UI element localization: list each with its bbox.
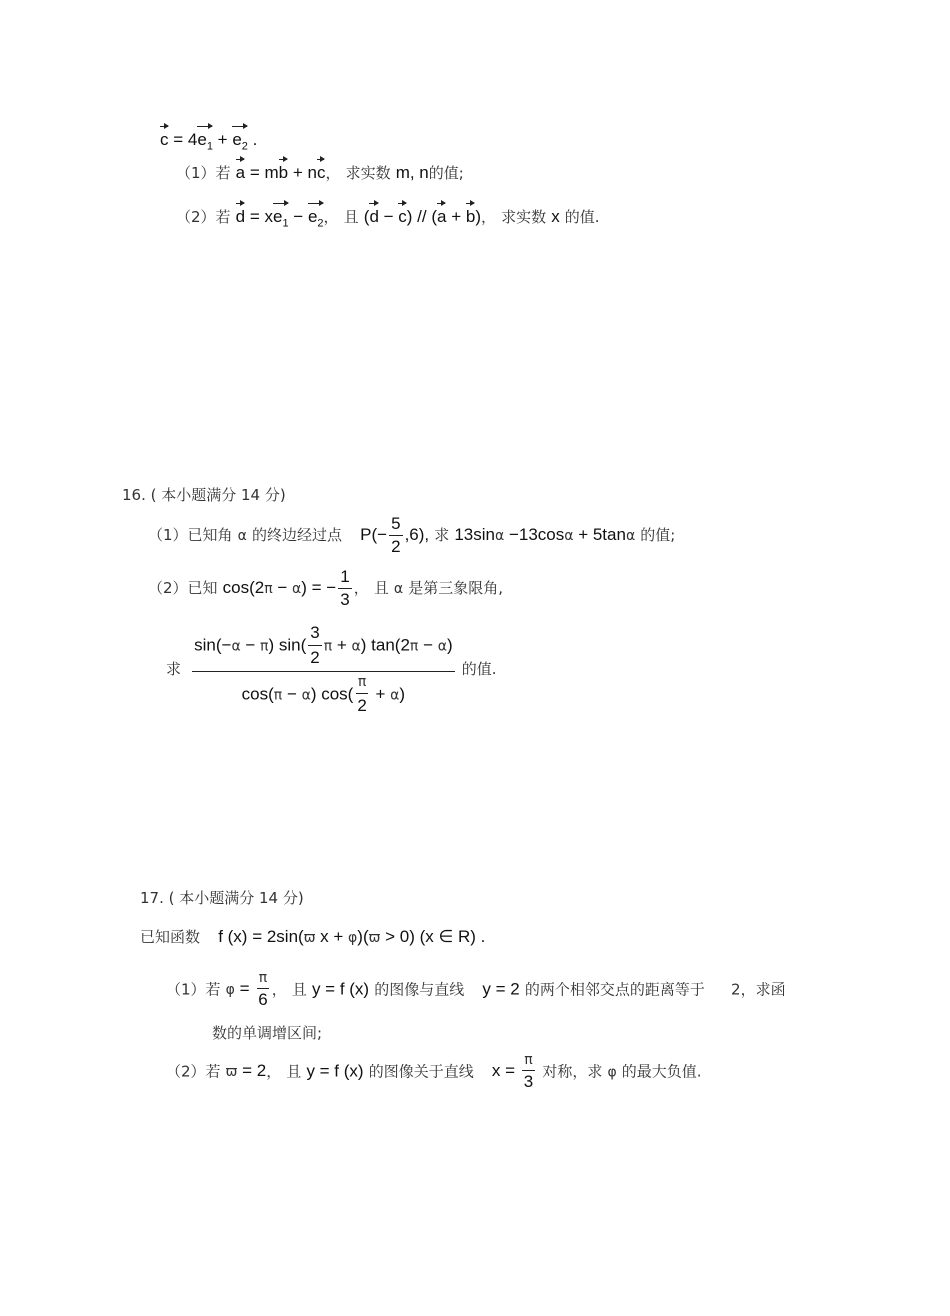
q17-given-label: 已知函数 <box>140 928 201 946</box>
q15-part1-label: （1）若 <box>176 164 231 182</box>
q16-denominator: cos(π − α) cos( $\frac{\pi}{2}$ + α) <box>241 673 406 715</box>
q15-part1-equation: a = mb + nc <box>235 163 326 182</box>
q17-part1-fx: y = f (x) <box>311 979 370 999</box>
q16-part2-quadrant: 是第三象限角, <box>408 578 504 597</box>
q16-point-p: P(− $\frac{5}{2}$ ,6), <box>360 514 430 556</box>
q15-part2: （2）若 $d = xe_1 - e_2$， 且 (d − c) // (a + b)， 求实数 x 的值. <box>176 207 600 230</box>
q16-part1 <box>148 515 675 556</box>
q15-part2-parallel-condition: (d − c) // (a + b) <box>363 207 481 226</box>
q17-part2-cond: ϖ = 2 <box>225 1061 267 1081</box>
q16-part1-label: （1）已知角 <box>148 525 233 544</box>
q17-part1-tail: 的两个相邻交点的距离等于 <box>524 980 705 999</box>
q15-part1-end: 的值; <box>428 164 464 182</box>
q15-part2-and: 且 <box>343 208 359 226</box>
q17-function-expr: f (x) = 2sin(ϖ x + φ)(ϖ > 0) (x ∈ R) . <box>218 927 486 946</box>
q17-part2-axis: x = $\frac{\pi}{3}$ <box>491 1052 534 1091</box>
q16-ask-end: 的值. <box>461 659 497 678</box>
q17-part2-tail: 对称，求 <box>542 1062 603 1081</box>
q17-part1-and: 且 <box>291 980 307 999</box>
q16-evaluate <box>166 623 497 716</box>
q16-numerator: sin(−α − π) sin( $\frac{3}{2}$ π + α) tan(2π − α) <box>192 623 455 672</box>
q17-part1-phi-condition: φ = $\frac{\pi}{6}$ <box>225 970 268 1009</box>
q17-part1-cont: 数的单调增区间; <box>212 1024 323 1042</box>
q16-part1-expr: 13sinα −13cosα + 5tanα <box>454 524 636 544</box>
q15-part2-end: 的值. <box>564 208 600 226</box>
phi-symbol: φ <box>607 1064 617 1081</box>
q15-part2-var: x <box>551 207 560 226</box>
q15-part1-vars: m, n <box>395 163 429 182</box>
q16-part2-and: 且 <box>373 578 389 597</box>
q16-part2: （2）已知 cos(2π − α) = − $\frac{1}{3}$ ， 且 α 是第三象限角, <box>148 567 504 609</box>
q16-part1-mid: 的终边经过点 <box>251 525 342 544</box>
q17-part2-fx: y = f (x) <box>306 1061 364 1081</box>
q16-part1-end: 的值; <box>640 525 676 544</box>
alpha-symbol: α <box>393 580 404 597</box>
alpha-symbol: α <box>237 527 247 544</box>
q17-given <box>140 928 485 945</box>
q15-c-definition: $c = 4e_1 + e_2$ . <box>160 130 258 153</box>
q17-part1-line: y = 2 <box>482 979 520 999</box>
q17-part2-label: （2）若 <box>166 1062 221 1081</box>
q15-part2-ask: 求实数 <box>501 208 547 226</box>
q17-part2: （2）若 ϖ = 2， 且 y = f (x) 的图像关于直线 x = $\frac{\pi}{3}$ 对称，求 φ 的最大负值. <box>166 1052 702 1091</box>
q17-part1: （1）若 φ = $\frac{\pi}{6}$ ， 且 y = f (x) 的图像与直线 y = 2 的两个相邻交点的距离等于 2，求函 <box>166 970 786 1009</box>
q15-part2-label: （2）若 <box>176 208 231 226</box>
q17-part1-dist: 2，求函 <box>731 980 786 999</box>
q16-ask: 求 <box>166 659 182 678</box>
q16-header: 16. ( 本小题满分 14 分) <box>122 486 286 504</box>
q17-part1-label: （1）若 <box>166 980 221 999</box>
q17-part2-end: 的最大负值. <box>621 1062 702 1081</box>
q17-part1-mid: 的图像与直线 <box>374 980 465 999</box>
q16-part2-label: （2）已知 <box>148 578 218 597</box>
q16-big-fraction <box>192 623 455 716</box>
q17-part2-mid: 的图像关于直线 <box>368 1062 474 1081</box>
q16-part1-ask: 求 <box>434 525 450 544</box>
q17-part2-and: 且 <box>286 1062 302 1081</box>
q15-part2-d-definition: $d = xe_1 - e_2$ <box>235 207 324 230</box>
q16-part2-condition: cos(2π − α) = − $\frac{1}{3}$ <box>222 567 350 609</box>
q17-header: 17. ( 本小题满分 14 分) <box>140 889 304 907</box>
q15-part1-ask: 求实数 <box>345 164 391 182</box>
q15-part1: （1）若 a = mb + nc， 求实数 m, n的值; <box>176 163 464 182</box>
